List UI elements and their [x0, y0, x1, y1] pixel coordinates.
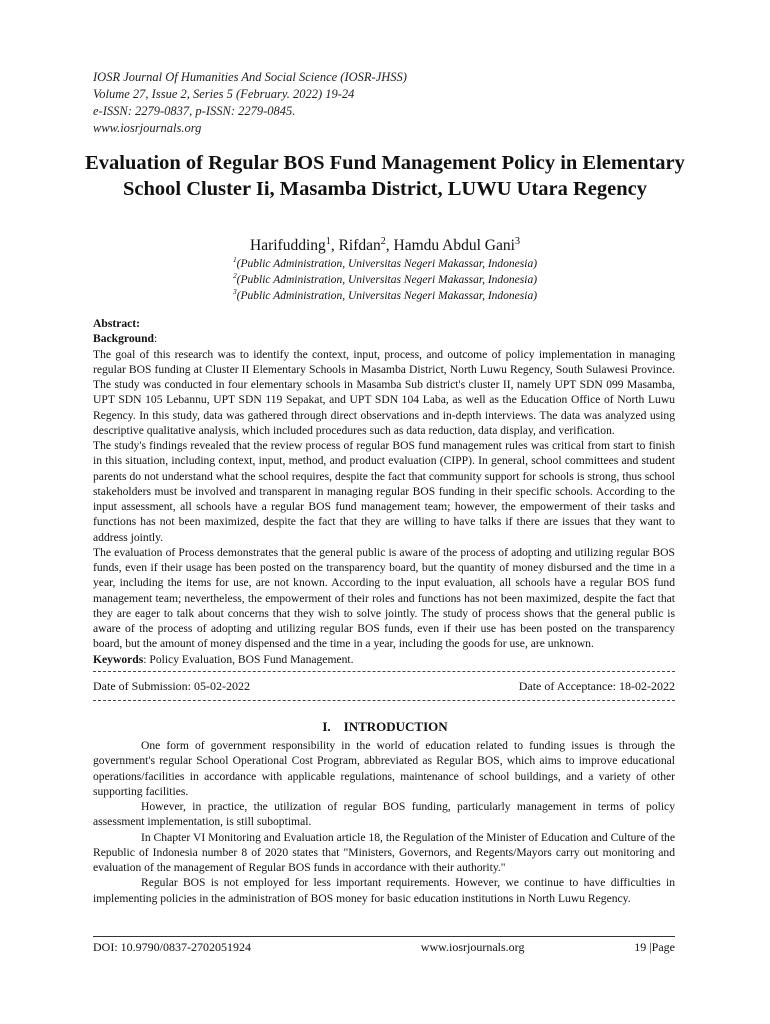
doi: DOI: 10.9790/0837-2702051924 [93, 940, 251, 954]
affiliation-text: (Public Administration, Universitas Negeri Makassar, Indonesia) [236, 274, 538, 286]
journal-name: IOSR Journal Of Humanities And Social Science (IOSR-JHSS) [93, 70, 407, 84]
intro-paragraph: One form of government responsibility in the world of education related to funding issues is through the government's regular School Operational Cost Program, abbreviated as Regular BOS, which aims to improve educational operations/facilities in accordance with applicable regulations, maintenance of school buildings, and a variety of other supporting facilities. [93, 739, 675, 798]
author-name: , Hamdu Abdul Gani [385, 237, 515, 254]
affiliation [0, 256, 770, 272]
section-heading: I. INTRODUCTION [322, 719, 448, 734]
intro-paragraph: In Chapter VI Monitoring and Evaluation article 18, the Regulation of the Minister of Education and Culture of the Republic of Indonesia number 8 of 2020 states that "Ministers, Governors, and Regents/Mayors carry out monitoring and evaluation of the management of Regular BOS funds in accordance with their authority." [93, 830, 675, 874]
footer-rule [93, 936, 675, 937]
page-number: 19 |Page [634, 940, 675, 954]
intro-paragraph: However, in practice, the utilization of regular BOS funding, particularly management in terms of policy assessment implementation, is still suboptimal. [93, 800, 675, 829]
journal-header [93, 69, 407, 137]
keywords-text: : Policy Evaluation, BOS Fund Management. [143, 652, 354, 666]
affiliations [0, 256, 770, 304]
paper-title: Evaluation of Regular BOS Fund Management Policy in Elementary School Cluster Ii, Masamba District, LUWU Utara Regency [85, 152, 685, 200]
abstract-paragraph: The goal of this research was to identify the context, input, process, and outcome of policy implementation in managing regular BOS funding at Cluster II Elementary Schools in Masamba District, North Luwu Regency, South Sulawesi Province. The study was conducted in four elementary schools in Masamba Sub district's cluster II, namely UPT SDN 099 Masamba, UPT SDN 105 Lebannu, UPT SDN 119 Sepakat, and UPT SDN 104 Laba, as well as the Education Office of North Luwu Regency. In this study, data was gathered through direct observations and in-depth interviews. The data was analyzed using descriptive qualitative analysis, which included procedures such as data reduction, data display, and verification. [93, 347, 675, 437]
affiliation-sup: 1 [232, 255, 237, 265]
dates-row [93, 679, 675, 694]
journal-volume: Volume 27, Issue 2, Series 5 (February. 2022) 19-24 [93, 87, 355, 101]
author-name: Harifudding [250, 237, 326, 254]
background-colon: : [154, 332, 158, 346]
acceptance-date: Date of Acceptance: 18-02-2022 [518, 679, 675, 693]
keywords [93, 652, 675, 667]
submission-date: Date of Submission: 05-02-2022 [93, 679, 250, 693]
affiliation [0, 288, 770, 304]
separator-line [93, 700, 675, 703]
intro-paragraph: Regular BOS is not employed for less important requirements. However, we continue to have difficulties in implementing policies in the administration of BOS money for basic education institutions in North Luwu Regency. [93, 876, 675, 905]
author-sup: 2 [380, 235, 386, 247]
affiliation-sup: 3 [232, 287, 237, 297]
background-label: Background [93, 332, 154, 346]
abstract-paragraph: The study's findings revealed that the review process of regular BOS fund management rules was critical from start to finish in this situation, including context, input, method, and product evaluation (CIPP). In general, school committees and student parents do not understand what the school requires, despite the fact that community support for schools is strong, thus school stakeholders must be involved and transparent in managing regular BOS funding in their specific schools. According to the input assessment, all schools have a regular BOS fund management team; however, the empowerment of their tasks and functions has not been maximized, despite the fact that they are willing to have talks if there are issues that they want to address jointly. [93, 439, 675, 544]
abstract [93, 316, 675, 667]
keywords-label: Keywords [93, 652, 144, 666]
author-sup: 3 [514, 235, 520, 247]
affiliation [0, 272, 770, 288]
journal-url: www.iosrjournals.org [93, 121, 202, 135]
introduction [93, 738, 675, 906]
affiliation-sup: 2 [232, 271, 237, 281]
author-list [0, 236, 770, 256]
affiliation-text: (Public Administration, Universitas Negeri Makassar, Indonesia) [236, 258, 538, 270]
affiliation-text: (Public Administration, Universitas Negeri Makassar, Indonesia) [236, 290, 538, 302]
separator-line [93, 671, 675, 674]
page-footer [93, 940, 675, 955]
footer-url: www.iosrjournals.org [420, 940, 525, 954]
author-sup: 1 [325, 235, 331, 247]
abstract-paragraph: The evaluation of Process demonstrates that the general public is aware of the process of adopting and utilizing regular BOS funds, even if their usage has been posted on the transparency board, but the quantity of money disbursed and the time in a year, including the items for use, are not known. According to the input evaluation, all schools have a regular BOS fund management team; nevertheless, the empowerment of their roles and functions has not been maximized, despite the fact that they are eager to talk about concerns that they wish to solve jointly. The study of process shows that the general public is aware of the process of adopting and utilizing regular BOS funds, even if their use has been posted on the transparency board, but the amount of money dispensed and the time in a year, including the goods for use, are unknown. [93, 545, 675, 651]
abstract-heading: Abstract: [93, 317, 141, 330]
author-name: , Rifdan [330, 237, 381, 254]
journal-issn: e-ISSN: 2279-0837, p-ISSN: 2279-0845. [93, 104, 296, 118]
background-heading [93, 331, 675, 346]
